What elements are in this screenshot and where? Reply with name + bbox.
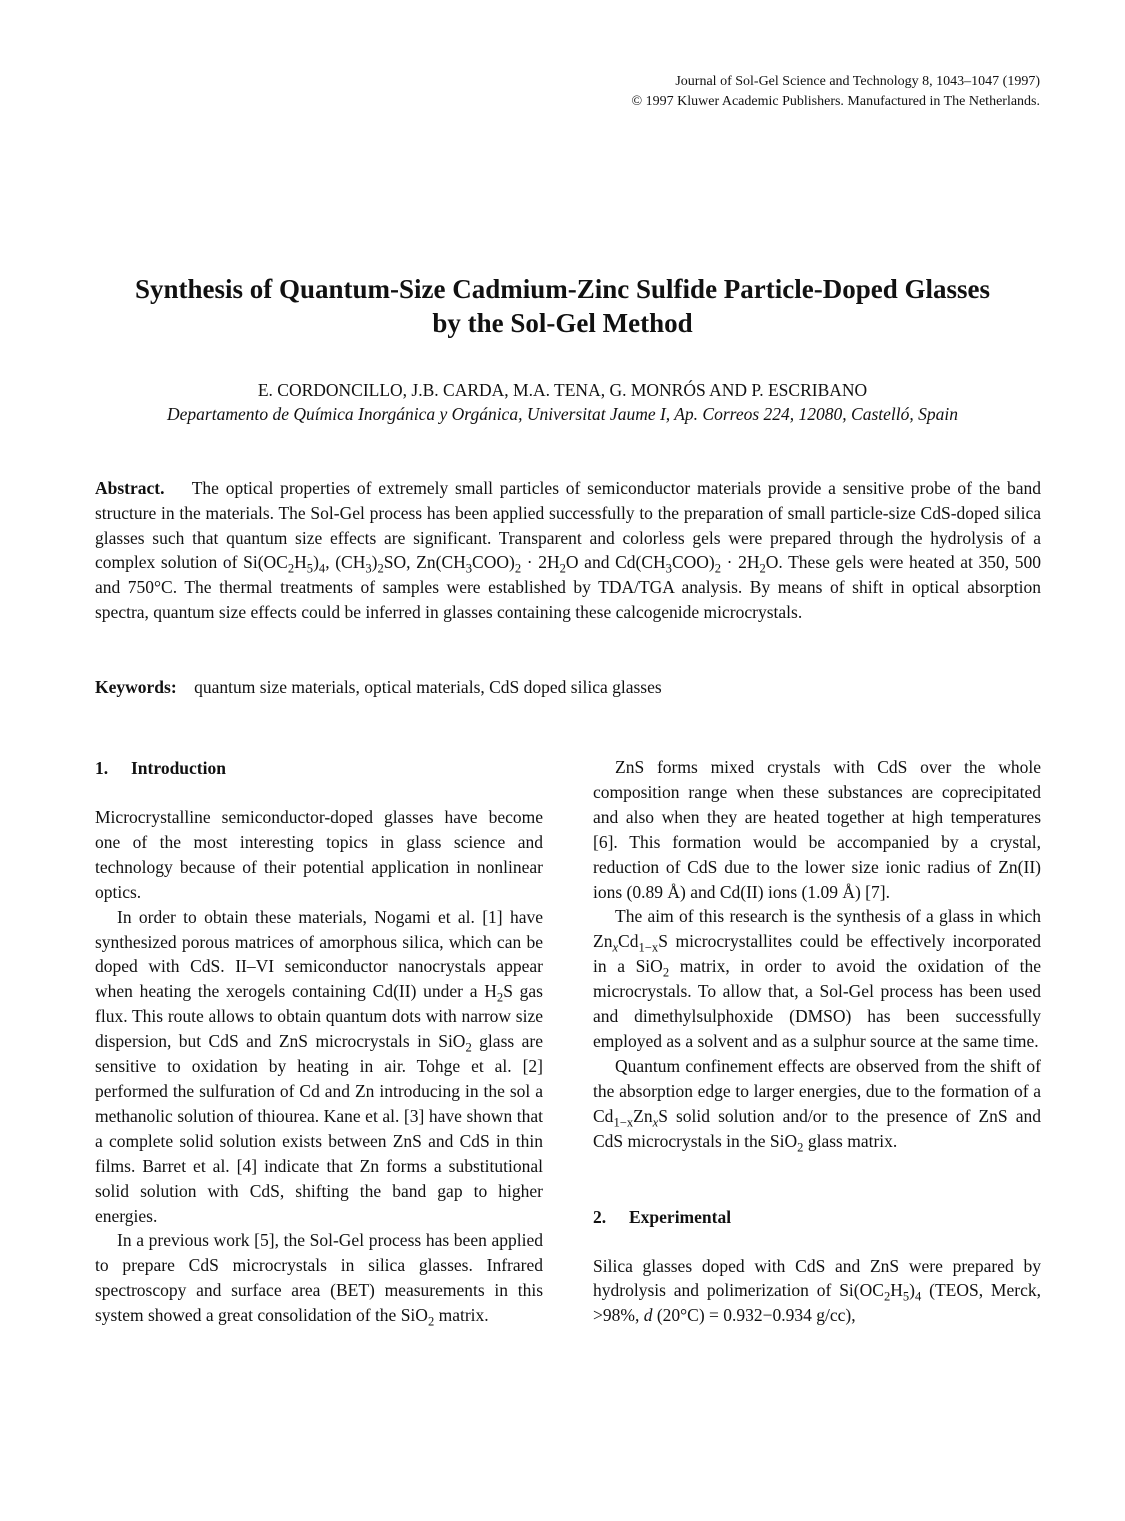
author-list: E. CORDONCILLO, J.B. CARDA, M.A. TENA, G. MONRÓS AND P. ESCRIBANO bbox=[257, 380, 868, 400]
paragraph bbox=[593, 904, 1041, 1053]
title-line-1: Synthesis of Quantum-Size Cadmium-Zinc Sulfide Particle-Doped Glasses bbox=[134, 274, 991, 304]
paragraph-text: H bbox=[890, 1280, 903, 1301]
abstract-text: ) bbox=[313, 552, 319, 573]
paragraph-text: S gas flux. This route allows to obtain quantum dots with narrow size dispersion, but CdS and ZnS microcrystals in SiO bbox=[95, 981, 543, 1052]
keywords-label: Keywords: bbox=[95, 677, 177, 697]
abstract-text: COO) bbox=[472, 552, 515, 573]
subscript: 2 bbox=[287, 561, 295, 576]
subscript: 1−x bbox=[613, 1115, 634, 1130]
abstract-text: ) bbox=[371, 552, 378, 573]
section-heading-introduction bbox=[95, 755, 543, 781]
paragraph-text: The aim of this research is the synthesis of a glass in which Zn bbox=[593, 906, 1041, 952]
subscript: 2 bbox=[662, 965, 670, 980]
subscript: 2 bbox=[514, 561, 522, 576]
section-number: 2. bbox=[593, 1206, 607, 1227]
section-heading-experimental bbox=[593, 1204, 1041, 1230]
paragraph-text: Quantum confinement effects are observed from the shift of the absorption edge to larger energies, due to the formation of a Cd bbox=[593, 1055, 1041, 1126]
paragraph bbox=[95, 1228, 543, 1328]
abstract bbox=[95, 476, 1041, 625]
subscript: 3 bbox=[365, 561, 372, 576]
journal-citation: Journal of Sol-Gel Science and Technology 8, 1043–1047 (1997) bbox=[675, 74, 1040, 89]
abstract-text: H bbox=[294, 552, 307, 573]
keywords bbox=[95, 675, 1041, 700]
subscript: 4 bbox=[915, 1289, 922, 1304]
paragraph: Microcrystalline semiconductor-doped glasses have become one of the most interesting topics in glass science and technology because of their potential application in nonlinear optics. bbox=[95, 807, 543, 902]
paper-title bbox=[60, 272, 1065, 340]
subscript: 3 bbox=[665, 561, 672, 576]
subscript: 3 bbox=[465, 561, 473, 576]
paragraph-text: matrix, in order to avoid the oxidation of the microcrystals. To allow that, a Sol-Gel process has been used and dimethylsulphoxide (DMSO) has been successfully employed as a solvent and as a sulphur source at the same time. bbox=[593, 956, 1041, 1051]
subscript: 2 bbox=[559, 561, 566, 576]
paragraph-text: S microcrystallites could be effectively incorporated in a SiO bbox=[593, 931, 1041, 977]
abstract-text: SO, Zn(CH bbox=[383, 552, 466, 573]
section-number: 1. bbox=[95, 758, 109, 778]
paragraph: ZnS forms mixed crystals with CdS over the whole composition range when these substances are coprecipitated and also when they are heated together at high temperatures [6]. This formation would be accompanied by a crystal, reduction of CdS due to the lower size ionic radius of Zn(II) ions (0.89 Å) and Cd(II) ions (1.09 Å) [7]. bbox=[593, 757, 1041, 902]
abstract-text: The optical properties of extremely small particles of semiconductor materials provide a sensitive probe of the band structure in the materials. The Sol-Gel process has been applied successfully to the preparation of small particle-size CdS-doped silica glasses such that quantum size effects are significant. Transparent and colorless gels were prepared through the hydrolysis of a complex solution of Si(OC bbox=[95, 478, 1041, 573]
paragraph bbox=[593, 1254, 1041, 1329]
subscript: 2 bbox=[714, 561, 722, 576]
paragraph-text: S solid solution and/or to the presence of ZnS and CdS microcrystals in the SiO bbox=[593, 1105, 1041, 1151]
right-column bbox=[593, 755, 1041, 1328]
subscript: 2 bbox=[427, 1314, 435, 1329]
subscript: 1−x bbox=[638, 940, 659, 955]
paragraph bbox=[95, 905, 543, 1229]
keywords-text: quantum size materials, optical materials, CdS doped silica glasses bbox=[194, 677, 662, 697]
subscript: 2 bbox=[496, 990, 504, 1005]
subscript: 5 bbox=[902, 1289, 910, 1304]
paragraph-text: In a previous work [5], the Sol-Gel process has been applied to prepare CdS microcrystals in silica glasses. Infrared spectroscopy and surface area (BET) measurements in this system showed a great consolidation of the SiO bbox=[95, 1230, 543, 1326]
copyright-line: © 1997 Kluwer Academic Publishers. Manufactured in The Netherlands. bbox=[631, 94, 1040, 109]
abstract-text: O. These gels were heated at 350, 500 and 750°C. The thermal treatments of samples were established by TDA/TGA analysis. By means of shift in optical absorption spectra, quantum size effects could be inferred in glasses containing these calcogenide microcrystals. bbox=[95, 552, 1042, 622]
paragraph-text: glass are sensitive to oxidation by heating in air. Tohge et al. [2] performed the sulfuration of Cd and Zn introducing in the sol a methanolic solution of thiourea. Kane et al. [3] have shown that a complete solid solution exists between ZnS and CdS in thin films. Barret et al. [4] indicate that Zn forms a substitutional solid solution with CdS, shifting the band gap to higher energies. bbox=[95, 1031, 543, 1226]
subscript: 4 bbox=[318, 561, 326, 576]
italic-symbol: d bbox=[643, 1305, 653, 1326]
subscript: 2 bbox=[883, 1289, 891, 1304]
abstract-text: COO) bbox=[671, 552, 715, 573]
subscript: x bbox=[652, 1115, 659, 1130]
abstract-label: Abstract. bbox=[95, 478, 165, 498]
paragraph-text: Silica glasses doped with CdS and ZnS were prepared by hydrolysis and polimerization of Si(OC bbox=[593, 1255, 1041, 1301]
subscript: 2 bbox=[377, 561, 384, 576]
section-title: Experimental bbox=[629, 1206, 732, 1227]
abstract-text: · 2H bbox=[521, 552, 560, 573]
subscript: 2 bbox=[759, 561, 766, 576]
paragraph-text: Cd bbox=[618, 931, 639, 952]
paragraph bbox=[593, 1054, 1041, 1154]
paragraph-text: (TEOS, Merck, >98%, bbox=[593, 1280, 1041, 1326]
section-title: Introduction bbox=[131, 758, 226, 778]
affiliation: Departamento de Química Inorgánica y Orgánica, Universitat Jaume I, Ap. Correos 224, 12080, Castelló, Spain bbox=[167, 404, 958, 424]
subscript: 2 bbox=[465, 1040, 472, 1055]
abstract-text: O and Cd(CH bbox=[565, 552, 666, 573]
paragraph-text: In order to obtain these materials, Nogami et al. [1] have synthesized porous matrices of amorphous silica, which can be doped with CdS. II–VI semiconductor nanocrystals appear when heating the xerogels containing Cd(II) under a H bbox=[95, 906, 543, 1002]
abstract-text: · 2H bbox=[721, 552, 760, 573]
subscript: 5 bbox=[306, 561, 314, 576]
subscript: x bbox=[612, 940, 619, 955]
title-line-2: by the Sol-Gel Method bbox=[432, 308, 693, 338]
left-column bbox=[95, 755, 543, 1328]
subscript: 2 bbox=[797, 1140, 804, 1155]
journal-header bbox=[632, 72, 1041, 112]
paragraph-text: Zn bbox=[633, 1105, 653, 1126]
paragraph-text: glass matrix. bbox=[803, 1130, 898, 1151]
paragraph-text: ) bbox=[909, 1280, 915, 1301]
paragraph-text: (20°C) = 0.932−0.934 g/cc), bbox=[652, 1305, 856, 1326]
abstract-text: , (CH bbox=[325, 552, 366, 573]
paragraph-text: matrix. bbox=[434, 1305, 489, 1326]
